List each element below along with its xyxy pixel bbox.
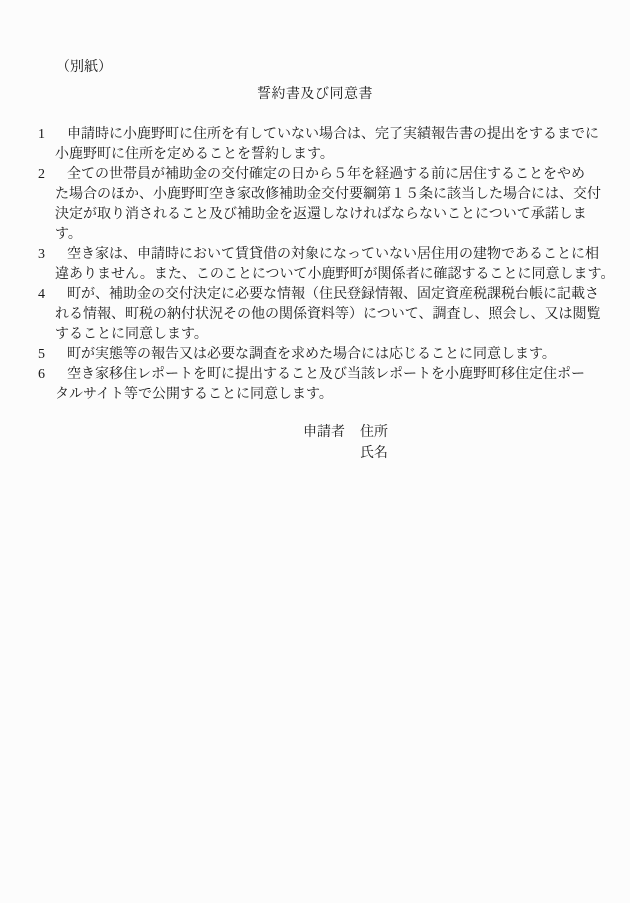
item-line-text: 違ありません。また、このことについて小鹿野町が関係者に確認することに同意します。 xyxy=(55,267,615,282)
list-item-1 xyxy=(38,125,613,165)
list-item-4 xyxy=(38,285,613,345)
item-line-text: することに同意します。 xyxy=(55,327,208,342)
item-line-text: 決定が取り消されること及び補助金を返還しなければならないことについて承諾しま xyxy=(55,207,587,222)
attachment-label: （別紙） xyxy=(56,60,112,75)
list-item-5 xyxy=(38,345,613,365)
item-number: 1 xyxy=(38,127,45,142)
item-line-text: 全ての世帯員が補助金の交付確定の日から５年を経過する前に居住することをやめ xyxy=(67,167,585,182)
list-item-6 xyxy=(38,365,613,405)
item-line-text: 小鹿野町に住所を定めることを誓約します。 xyxy=(55,147,334,162)
item-number: 6 xyxy=(38,367,45,382)
item-line-text: れる情報、町税の納付状況その他の関係資料等）について、調査し、照会し、又は閲覧 xyxy=(55,307,601,322)
document-body xyxy=(38,125,613,405)
document-title: 誓約書及び同意書 xyxy=(257,87,373,102)
item-number: 4 xyxy=(38,287,45,302)
item-line-text: 申請時に小鹿野町に住所を有していない場合は、完了実績報告書の提出をするまでに xyxy=(67,127,599,142)
item-line-text: す。 xyxy=(55,227,82,242)
signature-block xyxy=(303,422,388,464)
item-number: 5 xyxy=(38,347,45,362)
item-number: 3 xyxy=(38,247,45,262)
item-line-text: た場合のほか、小鹿野町空き家改修補助金交付要綱第１５条に該当した場合には、交付 xyxy=(55,187,601,202)
item-line-text: タルサイト等で公開することに同意します。 xyxy=(55,387,333,402)
applicant-label: 申請者 xyxy=(303,425,345,440)
list-item-2 xyxy=(38,165,613,245)
name-label: 氏名 xyxy=(360,446,388,461)
item-number: 2 xyxy=(38,167,45,182)
item-line-text: 空き家は、申請時において賃貸借の対象になっていない居住用の建物であることに相 xyxy=(67,247,599,262)
item-line-text: 町が、補助金の交付決定に必要な情報（住民登録情報、固定資産税課税台帳に記載さ xyxy=(67,287,599,302)
item-line-text: 空き家移住レポートを町に提出すること及び当該レポートを小鹿野町移住定住ポー xyxy=(67,367,585,382)
item-line-text: 町が実態等の報告又は必要な調査を求めた場合には応じることに同意します。 xyxy=(67,347,556,362)
applicant-address-line xyxy=(303,422,388,443)
address-label: 住所 xyxy=(360,425,388,440)
list-item-3 xyxy=(38,245,613,285)
